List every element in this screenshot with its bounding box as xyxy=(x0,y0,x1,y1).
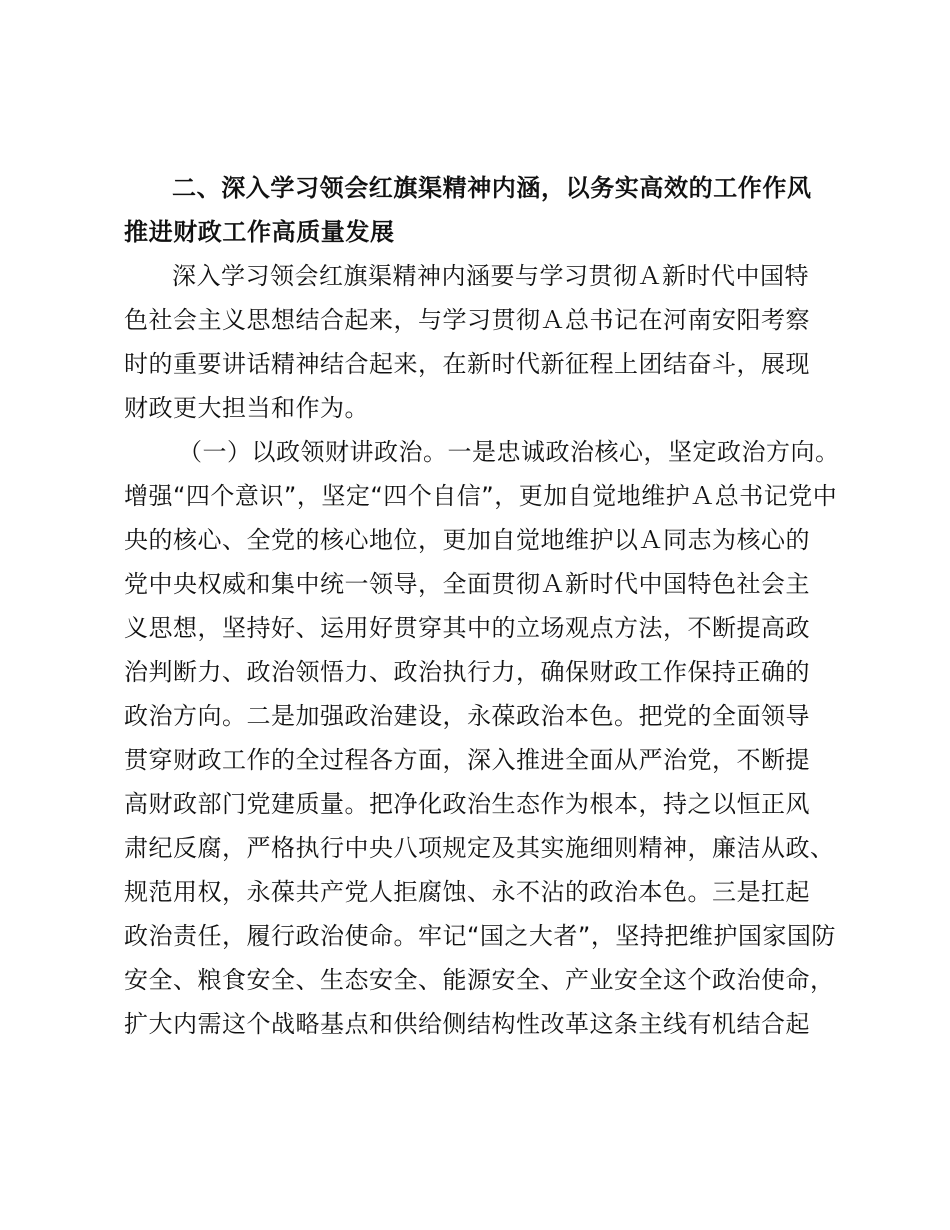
section-line-10: 肃纪反腐，严格执行中央八项规定及其实施细则精神，廉洁从政、 xyxy=(124,834,835,862)
intro-line-4: 财政更大担当和作为。 xyxy=(124,394,369,422)
section-line-5: 义思想，坚持好、运用好贯穿其中的立场观点方法，不断提高政 xyxy=(124,614,810,642)
section-line-4: 党中央权威和集中统一领导，全面贯彻Ａ新时代中国特色社会主 xyxy=(124,570,810,598)
intro-line-1: 深入学习领会红旗渠精神内涵要与学习贯彻Ａ新时代中国特 xyxy=(172,262,809,290)
intro-line-2: 色社会主义思想结合起来，与学习贯彻Ａ总书记在河南安阳考察 xyxy=(124,306,810,334)
intro-line-3: 时的重要讲话精神结合起来，在新时代新征程上团结奋斗，展现 xyxy=(124,350,810,378)
heading-line-1: 二、深入学习领会红旗渠精神内涵，以务实高效的工作作风 xyxy=(172,174,812,202)
section-line-14: 扩大内需这个战略基点和供给侧结构性改革这条主线有机结合起 xyxy=(124,1010,810,1038)
section-line-11: 规范用权，永葆共产党人拒腐蚀、永不沾的政治本色。三是扛起 xyxy=(124,878,810,906)
section-line-1: （一）以政领财讲政治。一是忠诚政治核心，坚定政治方向。 xyxy=(178,438,840,466)
section-line-3: 央的核心、全党的核心地位，更加自觉地维护以Ａ同志为核心的 xyxy=(124,526,810,554)
section-line-13: 安全、粮食安全、生态安全、能源安全、产业安全这个政治使命， xyxy=(124,966,835,994)
section-line-2: 增强“四个意识”，坚定“四个自信”，更加自觉地维护Ａ总书记党中 xyxy=(124,482,838,510)
section-line-7: 政治方向。二是加强政治建设，永葆政治本色。把党的全面领导 xyxy=(124,702,810,730)
section-line-8: 贯穿财政工作的全过程各方面，深入推进全面从严治党，不断提 xyxy=(124,746,810,774)
section-line-6: 治判断力、政治领悟力、政治执行力，确保财政工作保持正确的 xyxy=(124,658,810,686)
section-line-12: 政治责任，履行政治使命。牢记“国之大者”，坚持把维护国家国防 xyxy=(124,922,836,950)
section-line-9: 高财政部门党建质量。把净化政治生态作为根本，持之以恒正风 xyxy=(124,790,810,818)
heading-line-2: 推进财政工作高质量发展 xyxy=(124,218,395,246)
